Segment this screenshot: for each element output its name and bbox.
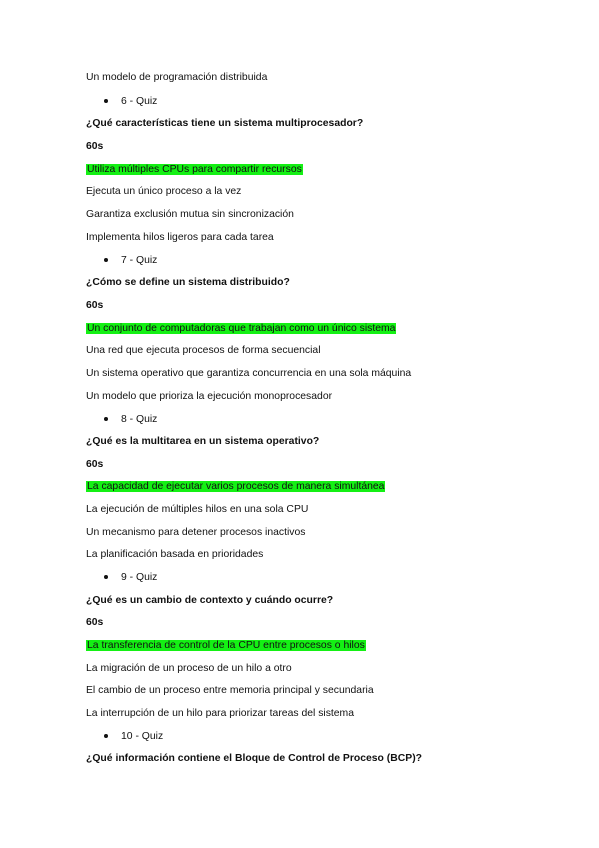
time-limit: 60s <box>86 459 104 470</box>
time-limit: 60s <box>86 617 104 628</box>
correct-answer <box>86 322 396 335</box>
option-text: Ejecuta un único proceso a la vez <box>86 186 242 197</box>
bullet-icon <box>104 734 108 738</box>
option-text: La migración de un proceso de un hilo a otro <box>86 663 292 674</box>
option-text: Un mecanismo para detener procesos inactivos <box>86 527 306 538</box>
option-text: El cambio de un proceso entre memoria principal y secundaria <box>86 685 374 696</box>
quiz-label: 8 - Quiz <box>121 414 158 425</box>
bullet-icon <box>104 258 108 262</box>
bullet-icon <box>104 417 108 421</box>
option-text: Un sistema operativo que garantiza concurrencia en una sola máquina <box>86 368 412 379</box>
correct-answer-highlight: Un conjunto de computadoras que trabajan como un único sistema <box>87 323 396 334</box>
option-text: La ejecución de múltiples hilos en una sola CPU <box>86 504 309 515</box>
quiz-label: 6 - Quiz <box>121 96 158 107</box>
question-title: ¿Qué información contiene el Bloque de Control de Proceso (BCP)? <box>86 753 422 764</box>
bullet-icon <box>104 99 108 103</box>
option-text: Un modelo que prioriza la ejecución monoprocesador <box>86 391 333 402</box>
time-limit: 60s <box>86 141 104 152</box>
option-text: La interrupción de un hilo para priorizar tareas del sistema <box>86 708 354 719</box>
quiz-label: 7 - Quiz <box>121 255 158 266</box>
question-title: ¿Qué es la multitarea en un sistema operativo? <box>86 436 320 447</box>
correct-answer-highlight: La transferencia de control de la CPU entre procesos o hilos <box>87 640 365 651</box>
question-title: ¿Cómo se define un sistema distribuido? <box>86 277 290 288</box>
option-text: Una red que ejecuta procesos de forma secuencial <box>86 345 321 356</box>
correct-answer <box>86 163 303 176</box>
quiz-label: 9 - Quiz <box>121 572 158 583</box>
question-title: ¿Qué es un cambio de contexto y cuándo ocurre? <box>86 595 334 606</box>
question-title: ¿Qué características tiene un sistema multiprocesador? <box>86 118 364 129</box>
option-text: Garantiza exclusión mutua sin sincronización <box>86 209 294 220</box>
correct-answer-highlight: La capacidad de ejecutar varios procesos de manera simultánea <box>87 481 385 492</box>
correct-answer <box>86 639 366 652</box>
option-text: La planificación basada en prioridades <box>86 549 264 560</box>
bullet-icon <box>104 575 108 579</box>
time-limit: 60s <box>86 300 104 311</box>
option-text: Un modelo de programación distribuida <box>86 72 268 83</box>
quiz-label: 10 - Quiz <box>121 731 164 742</box>
correct-answer <box>86 480 385 493</box>
option-text: Implementa hilos ligeros para cada tarea <box>86 232 274 243</box>
correct-answer-highlight: Utiliza múltiples CPUs para compartir recursos <box>87 164 302 175</box>
